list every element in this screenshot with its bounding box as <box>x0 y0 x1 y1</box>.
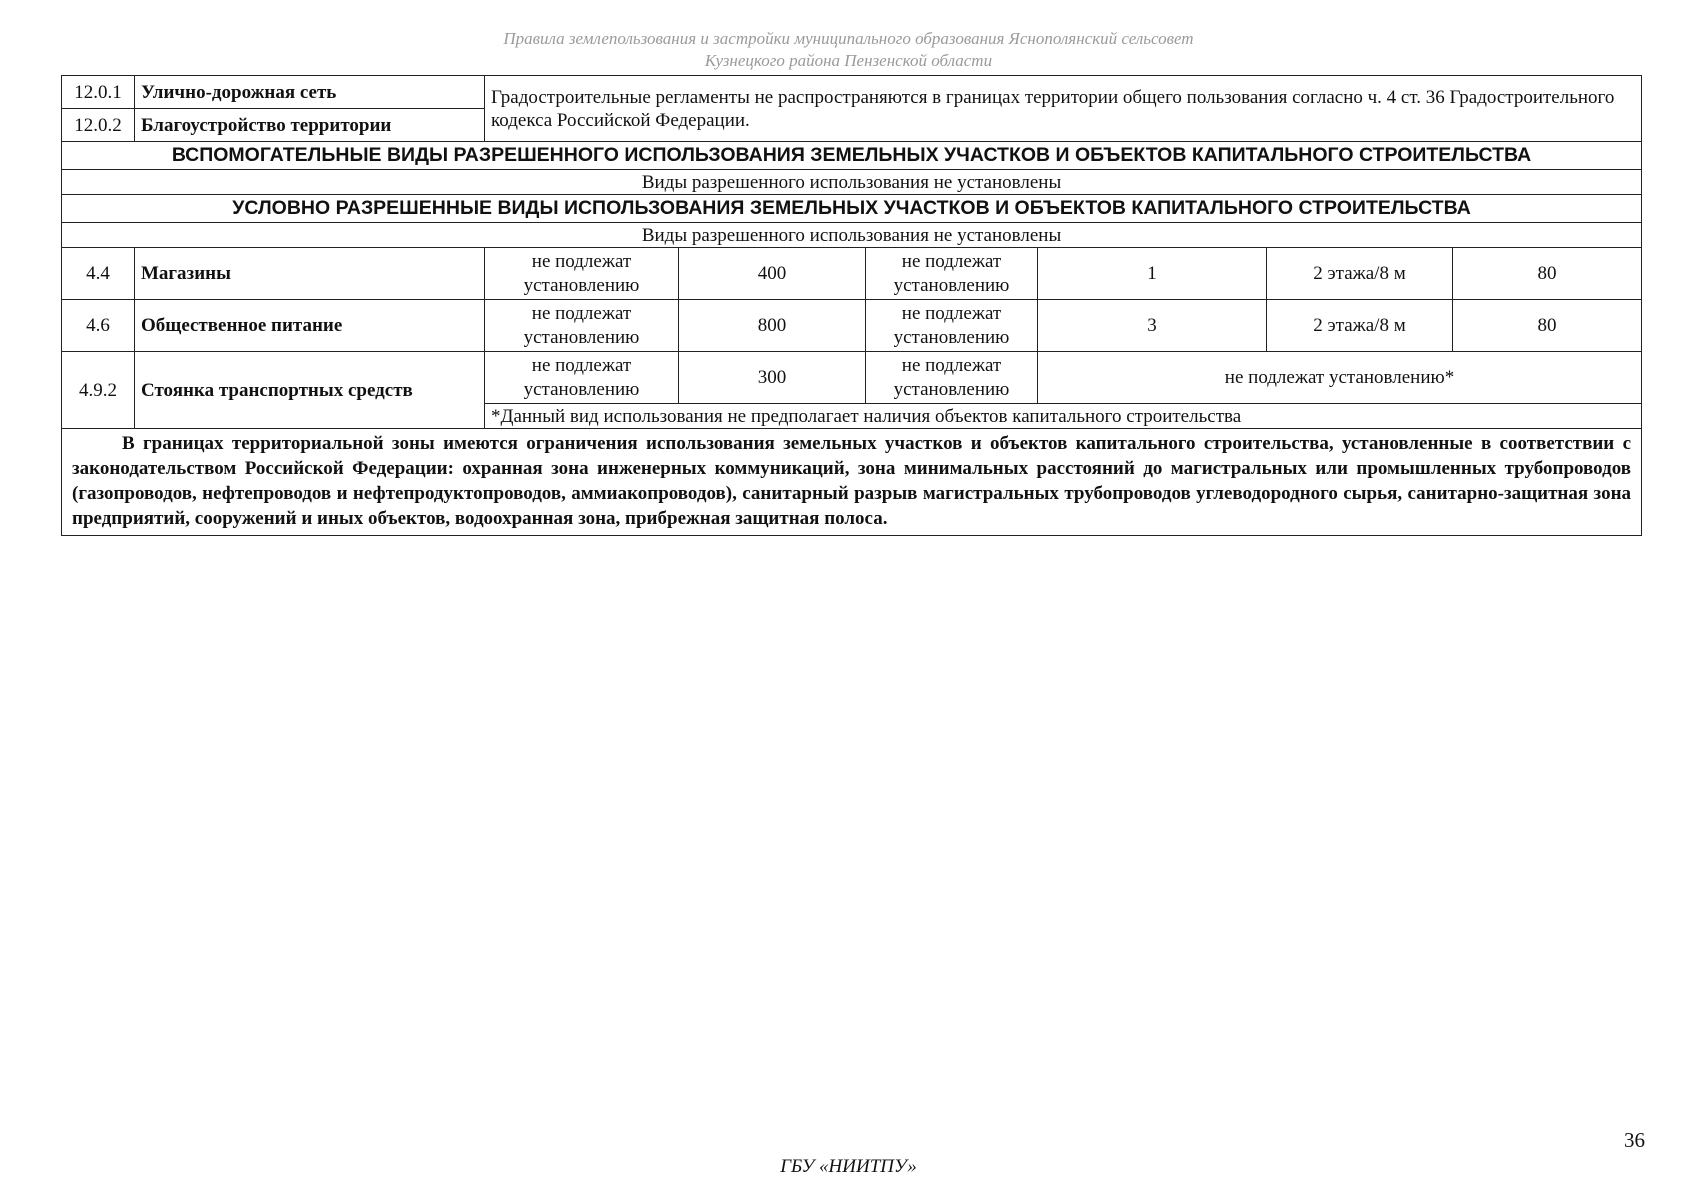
value-cell: 80 <box>1453 248 1642 300</box>
restrictions-paragraph: В границах территориальной зоны имеются ограничения использования земельных участков и объектов капитального строительства, установленные в соответствии с законодательством Российской Федерации: охранная зона инженерных коммуникаций, зона минимальных расстояний до магистральных или промышленных трубопроводов (газопроводов, нефтепроводов и нефтепродуктопроводов, аммиакопроводов), санитарный разрыв магистральных трубопроводов углеводородного сырья, санитарно-защитная зона предприятий, сооружений и иных объектов, водоохранная зона, прибрежная защитная полоса. <box>62 429 1642 536</box>
code-cell: 4.9.2 <box>62 352 135 429</box>
value-cell: не подлежат установлению <box>485 352 679 404</box>
table-row-12-0-1 <box>62 76 1642 109</box>
use-name-cell: Благоустройство территории <box>135 109 485 142</box>
value-cell: 300 <box>679 352 866 404</box>
code-cell: 12.0.1 <box>62 76 135 109</box>
section-cond-title: УСЛОВНО РАЗРЕШЕННЫЕ ВИДЫ ИСПОЛЬЗОВАНИЯ ЗЕМЕЛЬНЫХ УЧАСТКОВ И ОБЪЕКТОВ КАПИТАЛЬНОГО СТРОИТЕЛЬСТВА <box>62 195 1642 223</box>
value-cell: 80 <box>1453 300 1642 352</box>
section-aux-title: ВСПОМОГАТЕЛЬНЫЕ ВИДЫ РАЗРЕШЕННОГО ИСПОЛЬЗОВАНИЯ ЗЕМЕЛЬНЫХ УЧАСТКОВ И ОБЪЕКТОВ КАПИТАЛЬНОГО СТРОИТЕЛЬСТВА <box>62 142 1642 170</box>
use-name-cell: Общественное питание <box>135 300 485 352</box>
use-name-cell: Магазины <box>135 248 485 300</box>
section-cond-row <box>62 195 1642 223</box>
value-cell: 2 этажа/8 м <box>1267 248 1453 300</box>
running-header-line-2: Кузнецкого района Пензенской области <box>704 51 993 70</box>
merged-value-cell: не подлежат установлению* <box>1038 352 1642 404</box>
section-cond-note-row <box>62 223 1642 248</box>
public-territory-note: Градостроительные регламенты не распространяются в границах территории общего пользования согласно ч. 4 ст. 36 Градостроительного кодекса Российской Федерации. <box>485 76 1642 142</box>
code-cell: 4.4 <box>62 248 135 300</box>
regulations-table <box>61 75 1642 536</box>
value-cell: не подлежат установлению <box>866 352 1038 404</box>
footer-org: ГБУ «НИИТПУ» <box>780 1156 917 1177</box>
table-row-4-9-2 <box>62 352 1642 404</box>
restrictions-row <box>62 429 1642 536</box>
section-aux-note: Виды разрешенного использования не установлены <box>62 170 1642 195</box>
use-name-cell: Улично-дорожная сеть <box>135 76 485 109</box>
value-cell: 3 <box>1038 300 1267 352</box>
value-cell: 800 <box>679 300 866 352</box>
section-cond-note: Виды разрешенного использования не установлены <box>62 223 1642 248</box>
value-cell: 2 этажа/8 м <box>1267 300 1453 352</box>
section-aux-row <box>62 142 1642 170</box>
section-aux-note-row <box>62 170 1642 195</box>
running-header <box>0 28 1697 72</box>
value-cell: не подлежат установлению <box>866 300 1038 352</box>
table-row-4-6 <box>62 300 1642 352</box>
value-cell: не подлежат установлению <box>485 300 679 352</box>
code-cell: 12.0.2 <box>62 109 135 142</box>
value-cell: не подлежат установлению <box>866 248 1038 300</box>
table-row-4-4 <box>62 248 1642 300</box>
value-cell: 1 <box>1038 248 1267 300</box>
running-header-line-1: Правила землепользования и застройки муниципального образования Яснополянский сельсовет <box>503 29 1194 48</box>
value-cell: не подлежат установлению <box>485 248 679 300</box>
value-cell: 400 <box>679 248 866 300</box>
use-name-cell: Стоянка транспортных средств <box>135 352 485 429</box>
code-cell: 4.6 <box>62 300 135 352</box>
page-number: 36 <box>1624 1128 1645 1152</box>
footnote-cell: *Данный вид использования не предполагает наличия объектов капитального строительства <box>485 404 1642 429</box>
